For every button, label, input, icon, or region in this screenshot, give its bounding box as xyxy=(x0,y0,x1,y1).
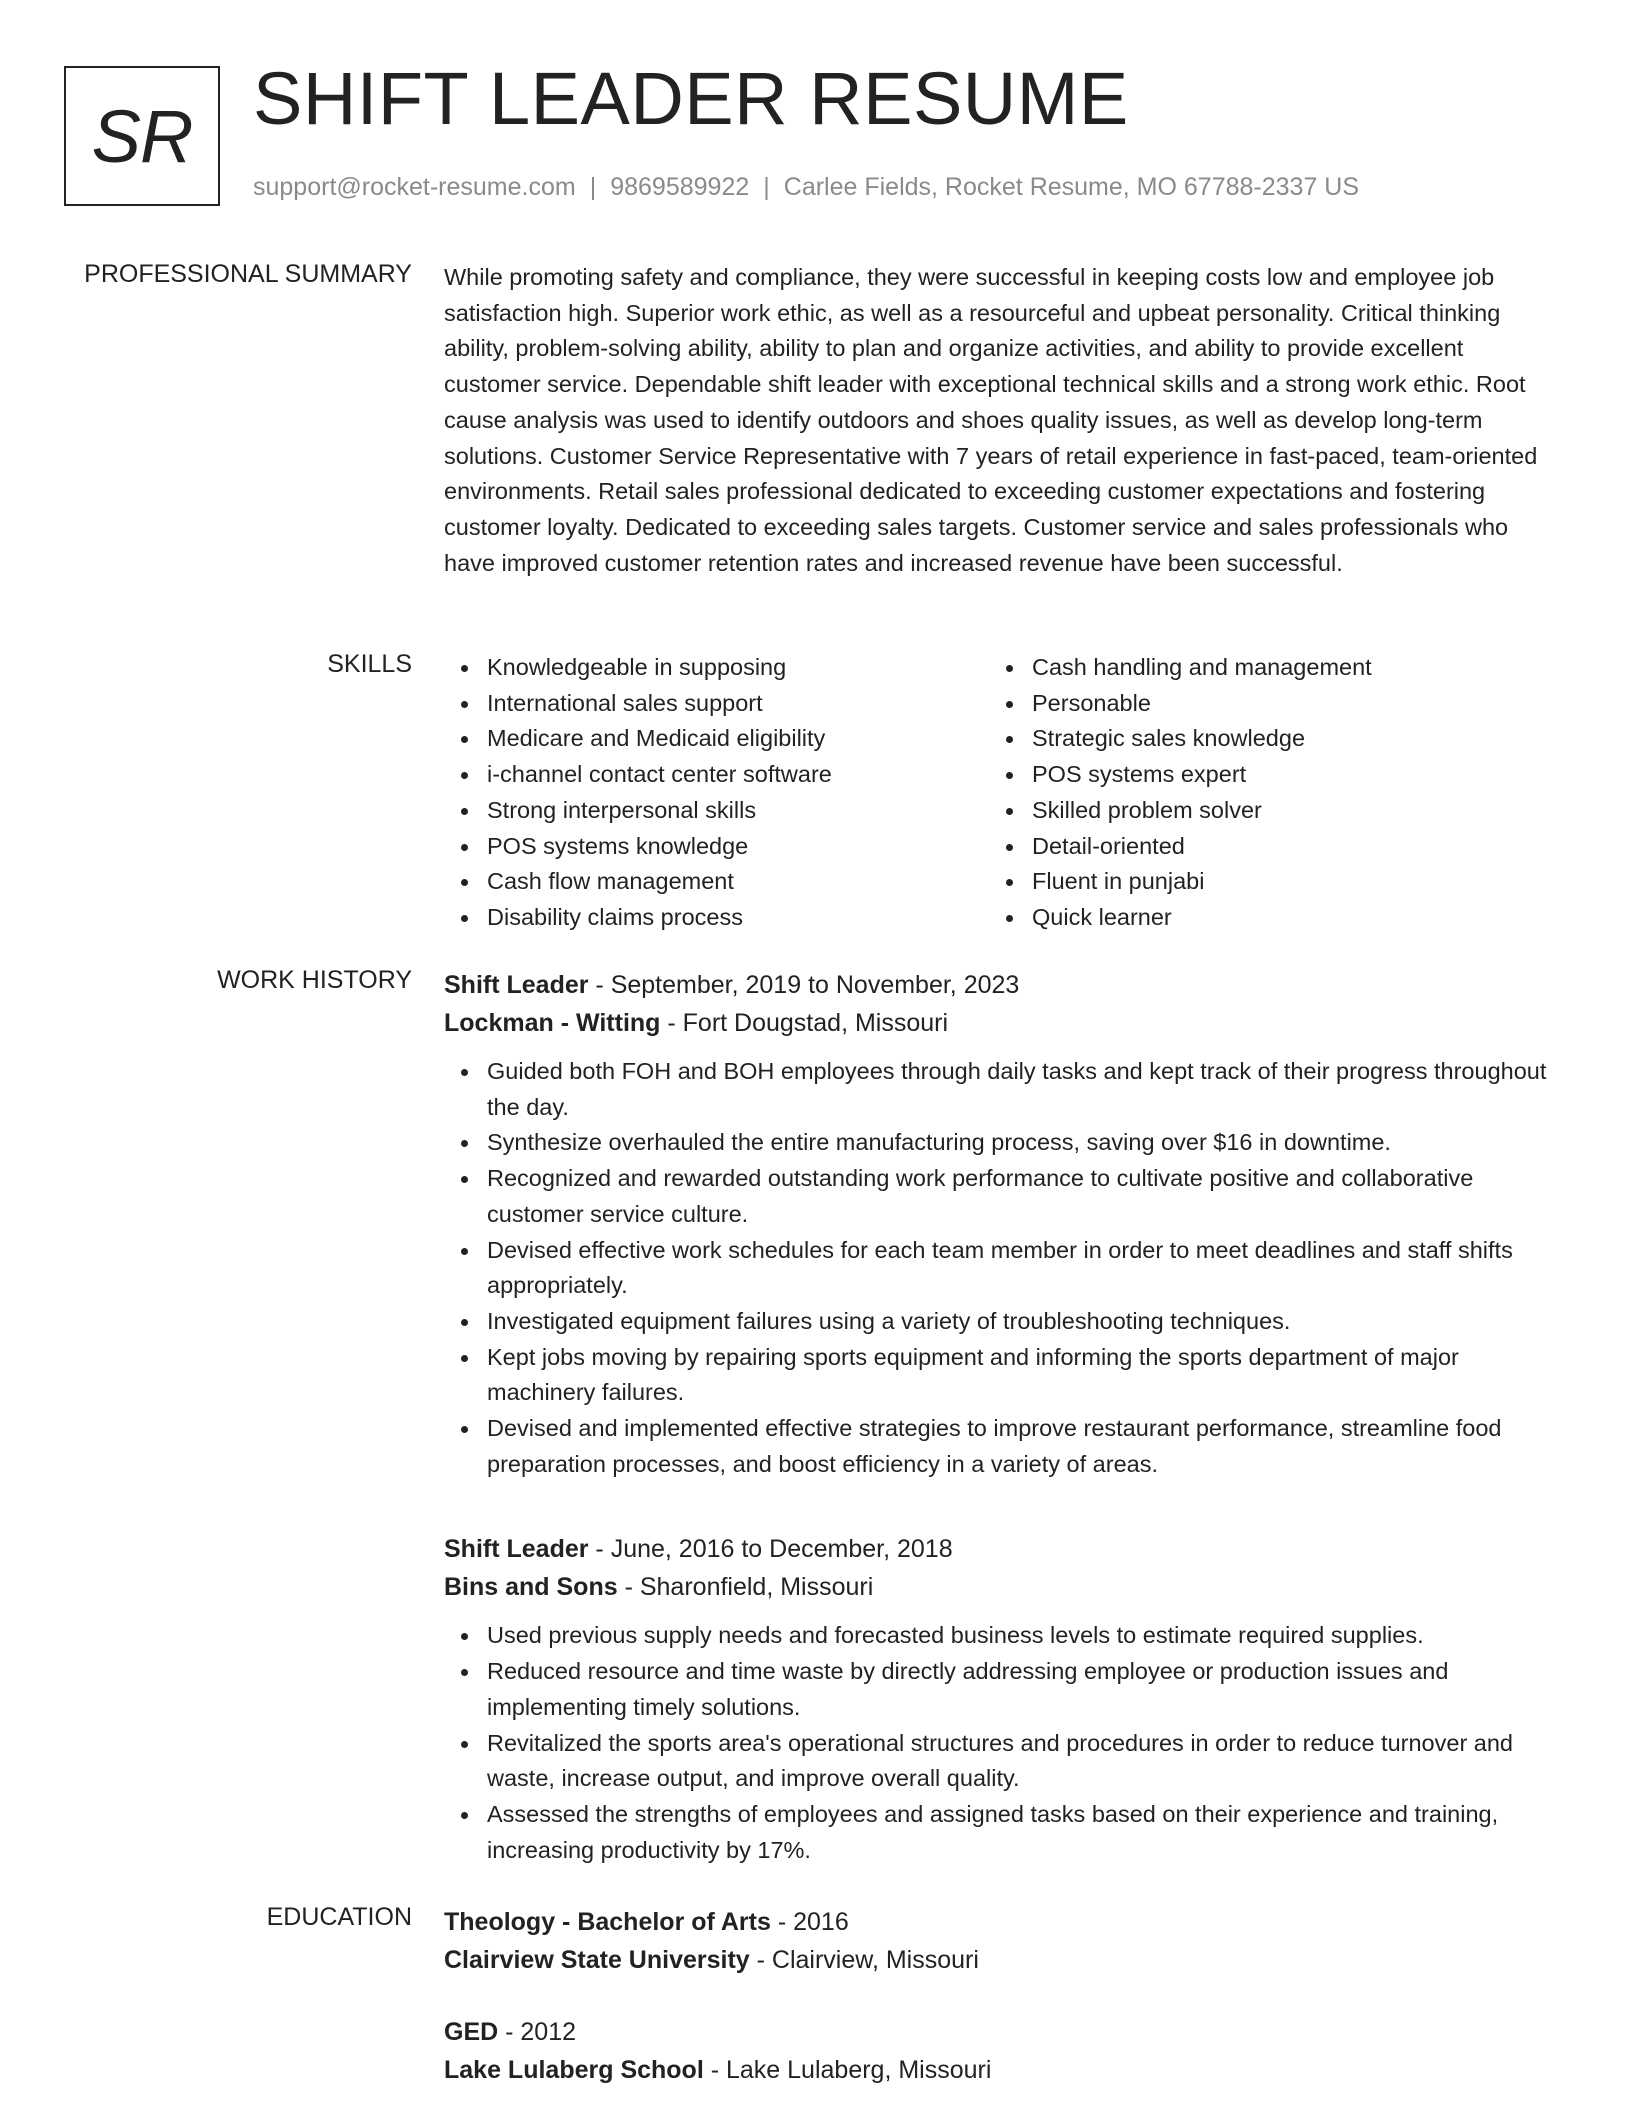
skills-list-right xyxy=(989,650,1534,936)
job-bullet: Synthesize overhauled the entire manufacturing process, saving over $16 in downtime. xyxy=(444,1125,1554,1161)
degree-name: Theology - Bachelor of Arts xyxy=(444,1908,771,1936)
job-entry xyxy=(444,966,1554,1482)
skill-item: Knowledgeable in supposing xyxy=(444,650,989,686)
skill-item: Fluent in punjabi xyxy=(989,864,1534,900)
degree-year: - 2012 xyxy=(498,2018,577,2046)
job-company: Bins and Sons xyxy=(444,1573,618,1602)
contact-line xyxy=(253,173,1359,202)
school-name: Lake Lulaberg School xyxy=(444,2056,704,2084)
job-company-line xyxy=(444,1004,1554,1042)
education-entry xyxy=(444,1903,1554,1979)
job-bullet: Devised effective work schedules for each team member in order to meet deadlines and staff shifts appropriately. xyxy=(444,1233,1554,1304)
school-line xyxy=(444,2051,1554,2089)
school-name: Clairview State University xyxy=(444,1946,750,1974)
contact-separator: | xyxy=(589,173,597,201)
job-bullet: Assessed the strengths of employees and assigned tasks based on their experience and training, increasing productivity by 17%. xyxy=(444,1797,1554,1868)
job-dates: - June, 2016 to December, 2018 xyxy=(588,1535,953,1564)
job-title: Shift Leader xyxy=(444,1535,589,1564)
degree-name: GED xyxy=(444,2018,499,2046)
education-entry xyxy=(444,2013,1554,2089)
degree-year: - 2016 xyxy=(770,1908,849,1936)
school-line xyxy=(444,1941,1554,1979)
skill-item: Detail-oriented xyxy=(989,829,1534,865)
job-location: - Fort Dougstad, Missouri xyxy=(660,1009,949,1037)
job-title: Shift Leader xyxy=(444,971,589,999)
work-history-body xyxy=(444,966,1554,1916)
job-company: Lockman - Witting xyxy=(444,1009,661,1037)
job-bullet: Devised and implemented effective strategies to improve restaurant performance, streamline food preparation processes, and boost efficiency in a variety of areas. xyxy=(444,1411,1554,1482)
job-bullet: Recognized and rewarded outstanding work performance to cultivate positive and collaborative customer service culture. xyxy=(444,1161,1554,1232)
job-entry xyxy=(444,1530,1554,1868)
summary-body xyxy=(444,260,1554,581)
job-bullets xyxy=(444,1054,1554,1482)
resume-title: SHIFT LEADER RESUME xyxy=(253,57,1129,140)
contact-address: Carlee Fields, Rocket Resume, MO 67788-2337 US xyxy=(783,173,1360,201)
job-bullet: Guided both FOH and BOH employees through daily tasks and kept track of their progress throughout the day. xyxy=(444,1054,1554,1125)
skill-item: POS systems knowledge xyxy=(444,829,989,865)
skill-item: Medicare and Medicaid eligibility xyxy=(444,721,989,757)
school-location: - Clairview, Missouri xyxy=(749,1946,979,1974)
contact-email: support@rocket-resume.com xyxy=(253,173,576,201)
education-body xyxy=(444,1903,1554,2123)
degree-line xyxy=(444,2013,1554,2051)
skill-item: i-channel contact center software xyxy=(444,757,989,793)
summary-text: While promoting safety and compliance, they were successful in keeping costs low and employee job satisfaction high. Superior work ethic, as well as a resourceful and upbeat personality. Critical thinking ability, problem-solving ability, ability to plan and organize activities, and ability to provide excellent customer service. Dependable shift leader with exceptional technical skills and a strong work ethic. Root cause analysis was used to identify outdoors and shoes quality issues, as well as develop long-term solutions. Customer Service Representative with 7 years of retail experience in fast-paced, team-oriented environments. Retail sales professional dedicated to exceeding customer expectations and fostering customer loyalty. Dedicated to exceeding sales targets. Customer service and sales professionals who have improved customer retention rates and increased revenue have been successful. xyxy=(444,264,1538,576)
work-history-heading: WORK HISTORY xyxy=(217,966,412,994)
school-location: - Lake Lulaberg, Missouri xyxy=(703,2056,992,2084)
skills-heading: SKILLS xyxy=(327,650,412,678)
skill-item: International sales support xyxy=(444,686,989,722)
job-location: - Sharonfield, Missouri xyxy=(617,1573,874,1602)
job-bullet: Kept jobs moving by repairing sports equipment and informing the sports department of major machinery failures. xyxy=(444,1340,1554,1411)
job-bullet: Reduced resource and time waste by directly addressing employee or production issues and implementing timely solutions. xyxy=(444,1654,1554,1725)
skill-item: POS systems expert xyxy=(989,757,1534,793)
skill-item: Disability claims process xyxy=(444,900,989,936)
monogram-badge: SR xyxy=(64,66,220,206)
skills-list-left xyxy=(444,650,989,936)
job-bullet: Used previous supply needs and forecasted business levels to estimate required supplies. xyxy=(444,1618,1554,1654)
job-bullet: Investigated equipment failures using a variety of troubleshooting techniques. xyxy=(444,1304,1554,1340)
job-bullet: Revitalized the sports area's operational structures and procedures in order to reduce turnover and waste, increase output, and improve overall quality. xyxy=(444,1726,1554,1797)
degree-line xyxy=(444,1903,1554,1941)
contact-separator: | xyxy=(763,173,770,201)
job-dates: - September, 2019 to November, 2023 xyxy=(588,971,1020,999)
skill-item: Skilled problem solver xyxy=(989,793,1534,829)
education-heading: EDUCATION xyxy=(266,1903,412,1931)
skill-item: Strong interpersonal skills xyxy=(444,793,989,829)
skill-item: Cash flow management xyxy=(444,864,989,900)
skills-body xyxy=(444,650,1554,936)
contact-phone: 9869589922 xyxy=(610,173,750,201)
job-bullets xyxy=(444,1618,1554,1868)
job-title-line xyxy=(444,966,1554,1004)
job-company-line xyxy=(444,1568,1554,1606)
skill-item: Strategic sales knowledge xyxy=(989,721,1534,757)
job-title-line xyxy=(444,1530,1554,1568)
summary-heading: PROFESSIONAL SUMMARY xyxy=(84,260,412,288)
skill-item: Quick learner xyxy=(989,900,1534,936)
skill-item: Personable xyxy=(989,686,1534,722)
skill-item: Cash handling and management xyxy=(989,650,1534,686)
